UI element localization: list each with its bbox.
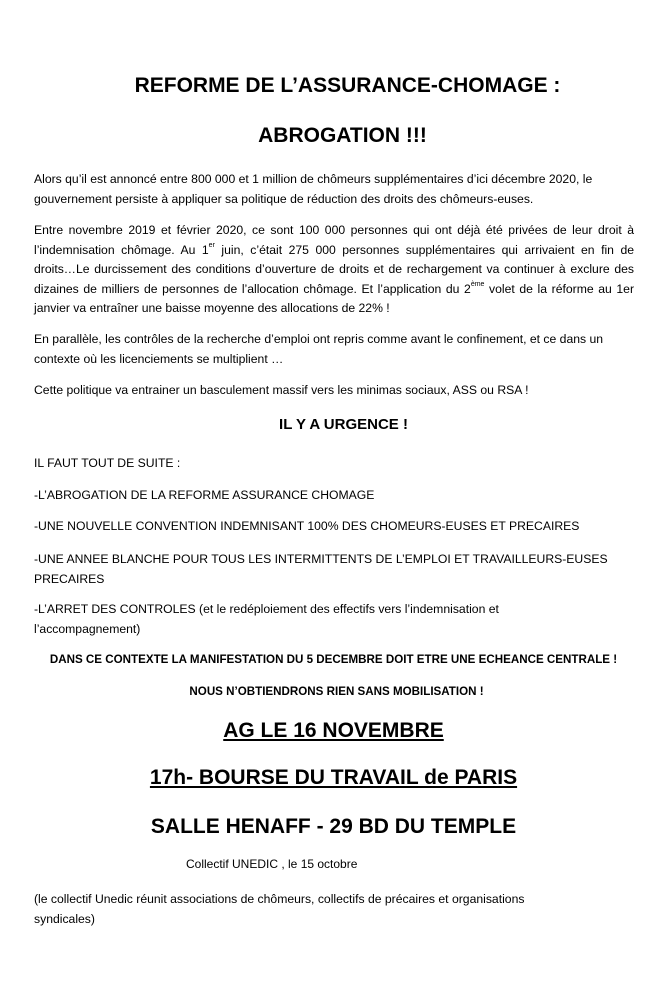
event-room: SALLE HENAFF - 29 BD DU TEMPLE — [150, 815, 517, 838]
paragraph-statistics-part-c: volet de la réforme au 1er janvier va entraîner une baisse moyenne des allocations de 22% ! — [34, 281, 634, 315]
urgence-heading: IL Y A URGENCE ! — [279, 416, 408, 433]
demand-item: -UNE ANNEE BLANCHE POUR TOUS LES INTERMITTENTS DE L’EMPLOI ET TRAVAILLEURS-EUSES PRECAIRES — [34, 552, 608, 586]
demand-item: -L’ABROGATION DE LA REFORME ASSURANCE CHOMAGE — [34, 488, 375, 502]
paragraph-statistics-part-a: Entre novembre 2019 et février 2020, ce sont 100 000 personnes qui ont déjà été privées de leur droit à l’indemnisation chômage. Au 1 — [34, 223, 634, 257]
paragraph-intro: Alors qu’il est annoncé entre 800 000 et 1 million de chômeurs supplémentaires d’ici décembre 2020, le gouvernement persiste à appliquer sa politique de réduction des droits des chômeurs-euses. — [34, 172, 593, 206]
demand-item: -L’ARRET DES CONTROLES (et le redéploiement des effectifs vers l’indemnisation et l’accompagnement) — [34, 602, 499, 636]
signature: Collectif UNEDIC , le 15 octobre — [186, 857, 358, 871]
title-line-2: ABROGATION !!! — [258, 124, 427, 147]
demands-intro: IL FAUT TOUT DE SUITE : — [34, 456, 181, 470]
paragraph-statistics — [34, 221, 634, 319]
context-line: DANS CE CONTEXTE LA MANIFESTATION DU 5 DECEMBRE DOIT ETRE UNE ECHEANCE CENTRALE ! — [49, 653, 618, 666]
event-date: AG LE 16 NOVEMBRE — [223, 719, 444, 742]
paragraph-policy: Cette politique va entrainer un basculement massif vers les minimas sociaux, ASS ou RSA ! — [34, 383, 529, 397]
title-line-1: REFORME DE L’ASSURANCE-CHOMAGE : — [134, 74, 561, 97]
paragraph-controls: En parallèle, les contrôles de la recherche d’emploi ont repris comme avant le confinement, et ce dans un contexte où les licenciements se multiplient … — [34, 332, 604, 366]
demand-item: -UNE NOUVELLE CONVENTION INDEMNISANT 100% DES CHOMEURS-EUSES ET PRECAIRES — [34, 519, 580, 533]
footnote: (le collectif Unedic réunit associations de chômeurs, collectifs de précaires et organisations syndicales) — [34, 892, 525, 926]
superscript-er: er — [208, 242, 215, 250]
mobilisation-line: NOUS N’OBTIENDRONS RIEN SANS MOBILISATION ! — [189, 685, 484, 698]
paragraph-statistics-part-b: juin, c’était 275 000 personnes supplémentaires qui arrivaient en fin de droits…Le durcissement des conditions d’ouverture de droits et de rechargement va continuer à exclure des dizaines de milliers de personnes de l’allocation chômage. Et l’application du 2 — [34, 242, 635, 296]
event-place: 17h- BOURSE DU TRAVAIL de PARIS — [149, 766, 518, 789]
superscript-eme: ème — [470, 281, 485, 289]
